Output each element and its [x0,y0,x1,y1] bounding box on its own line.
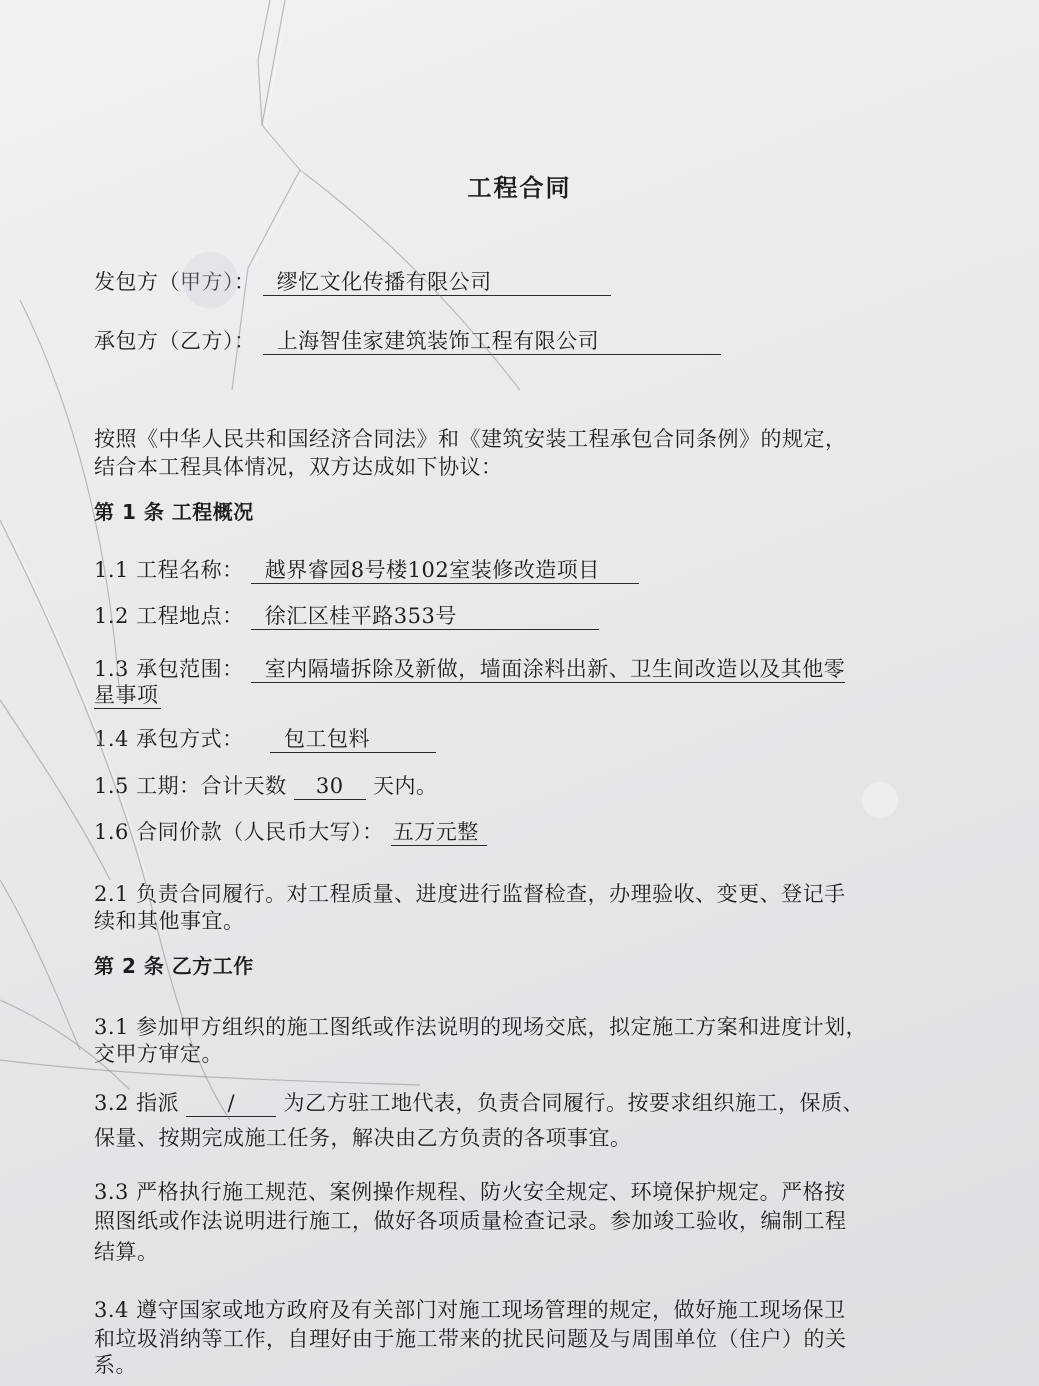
item-3-2-line-1 [94,1089,864,1117]
item-3-2-rest: 为乙方驻工地代表，负责合同履行。按要求组织施工，保质、 [283,1091,864,1115]
scope-value-line-1: 室内隔墙拆除及新做，墙面涂料出新、卫生间改造以及其他零 [251,656,846,683]
item-1-1-label: 1.1 工程名称： [94,558,244,582]
intro-line-2: 结合本工程具体情况，双方达成如下协议： [94,455,503,479]
item-3-4-line-3: 系。 [94,1353,137,1377]
employer-label: 发包方（甲方）： [94,270,256,294]
item-3-3-line-2: 照图纸或作法说明进行施工，做好各项质量检查记录。参加竣工验收，编制工程 [94,1209,847,1233]
item-1-4 [94,725,436,753]
item-3-4-line-2: 和垃圾消纳等工作，自理好由于施工带来的扰民问题及与周围单位（住户）的关 [94,1327,847,1351]
item-1-3-label: 1.3 承包范围： [94,657,244,681]
project-location-value: 徐汇区桂平路353号 [251,603,599,630]
item-2-1-line-2: 续和其他事宜。 [94,909,245,933]
item-1-2 [94,602,599,630]
item-1-6-label: 1.6 合同价款（人民币大写）： [94,820,384,844]
item-1-4-label: 1.4 承包方式： [94,727,244,751]
item-3-2-prefix: 3.2 指派 [94,1091,180,1115]
item-3-1-line-2: 交甲方审定。 [94,1042,223,1066]
item-1-5-label: 1.5 工期：合计天数 [94,774,287,798]
employer-row [94,268,611,296]
item-3-1-line-1: 3.1 参加甲方组织的施工图纸或作法说明的现场交底，拟定施工方案和进度计划， [94,1015,868,1039]
item-2-1-line-1: 2.1 负责合同履行。对工程质量、进度进行监督检查，办理验收、变更、登记手 [94,882,846,906]
item-1-5-suffix: 天内。 [372,774,438,798]
contractor-label: 承包方（乙方）： [94,329,256,353]
page-title: 工程合同 [467,174,572,202]
item-1-3 [94,655,845,683]
item-3-4-line-1: 3.4 遵守国家或地方政府及有关部门对施工现场管理的规定，做好施工现场保卫 [94,1298,846,1322]
item-1-2-label: 1.2 工程地点： [94,604,244,628]
contractor-row [94,327,721,355]
item-1-1 [94,556,639,584]
intro-line-1: 按照《中华人民共和国经济合同法》和《建筑安装工程承包合同条例》的规定， [94,427,847,451]
project-name-value: 越界睿园8号楼102室装修改造项目 [251,557,639,584]
contract-mode-value: 包工包料 [270,726,436,753]
item-3-2-line-2: 保量、按期完成施工任务，解决由乙方负责的各项事宜。 [94,1126,632,1150]
employer-value: 缪忆文化传播有限公司 [263,269,611,296]
article-1-heading: 第 1 条 工程概况 [94,500,254,524]
contractor-value: 上海智佳家建筑装饰工程有限公司 [263,328,721,355]
duration-days-value: 30 [294,773,366,800]
contract-price-value: 五万元整 [391,819,487,846]
item-3-3-line-3: 结算。 [94,1240,159,1264]
site-representative-value: / [186,1090,276,1117]
article-2-heading: 第 2 条 乙方工作 [94,954,254,978]
item-1-6 [94,818,487,846]
item-1-3-cont [94,681,161,709]
item-3-3-line-1: 3.3 严格执行施工规范、案例操作规程、防火安全规定、环境保护规定。严格按 [94,1180,846,1204]
scope-value-line-2: 星事项 [94,683,159,707]
item-1-5 [94,772,437,800]
